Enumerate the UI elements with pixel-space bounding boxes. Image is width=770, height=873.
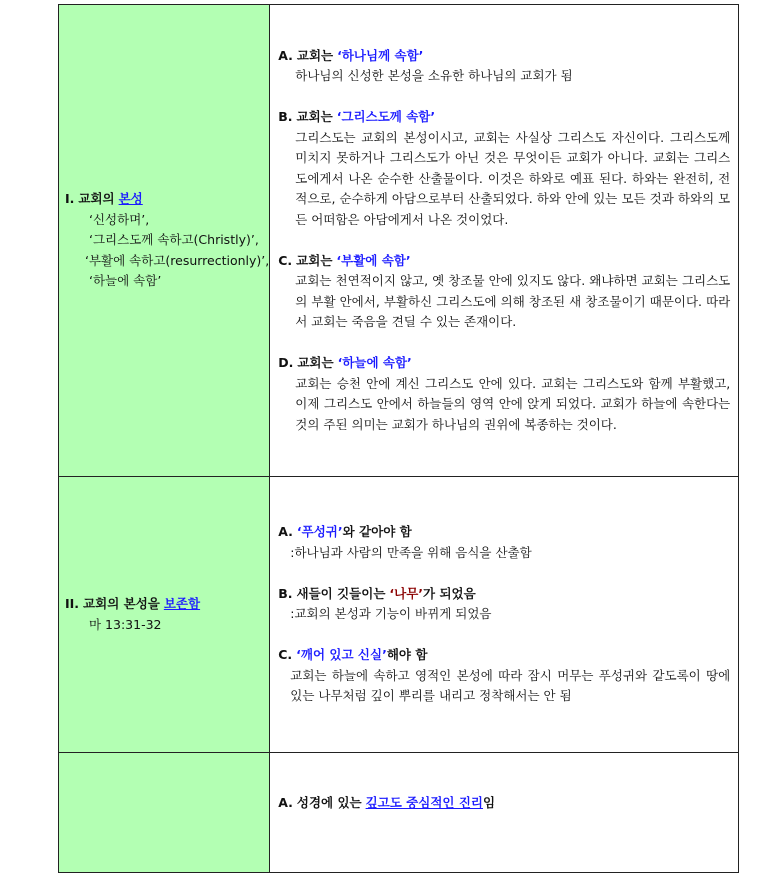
point-letter: A. <box>278 524 293 540</box>
point-a <box>278 522 730 563</box>
point-b <box>278 107 730 230</box>
point-body: 교회는 승천 안에 계신 그리스도 안에 있다. 교회는 그리스도와 함께 부활했고, 이제 그리스도 안에서 하늘들의 영역 안에 앉게 되었다. 교회가 하늘에 속한다는 것의 주된 의미는 교회가 하나님의 권위에 복종하는 것이다. <box>295 375 731 432</box>
point-title: 교회는 <box>296 252 333 268</box>
point-body: 교회는 하늘에 속하고 영적인 본성에 따라 잠시 머무는 푸성귀와 같도록이 땅에 있는 나무처럼 깊이 뿌리를 내리고 정착해서는 안 됨 <box>290 667 731 704</box>
point-body: 그리스도는 교회의 본성이시고, 교회는 사실상 그리스도 자신이다. 그리스도께 미치지 못하거나 그리스도가 아닌 것은 무엇이든 교회가 아니다. 교회는 그리스도에게서 나온 순수한 산출물이다. 이것은 하와로 예표 된다. 하와는 완전히, 전적으로, 순수하게 아담으로부터 산출되었다. 하와 안에 있는 모든 것과 하와의 모든 어떠함은 아담에게서 나온 것이었다. <box>295 129 731 227</box>
section-item: ‘그리스도께 속하고(Christly)’, <box>89 232 259 248</box>
section-3-heading-cell <box>59 753 270 873</box>
section-number: I. <box>65 191 75 207</box>
point-c <box>278 251 730 333</box>
point-title: 교회는 <box>296 47 334 63</box>
point-highlight: ‘부활에 속함’ <box>336 252 411 268</box>
point-letter: D. <box>278 355 294 371</box>
point-letter: C. <box>278 647 293 663</box>
point-title: 성경에 있는 <box>296 795 362 810</box>
point-highlight: ‘하늘에 속함’ <box>337 355 412 371</box>
point-title: 해야 함 <box>386 647 428 663</box>
scripture-reference: 마 13:31-32 <box>89 616 162 632</box>
point-highlight: ‘나무’ <box>389 585 424 601</box>
point-b <box>278 584 730 625</box>
point-highlight: ‘그리스도께 속함’ <box>336 109 436 125</box>
point-letter: A. <box>278 795 293 810</box>
point-highlight: ‘깨어 있고 신실’ <box>296 647 387 663</box>
section-2-heading-cell <box>59 477 270 753</box>
table-row <box>59 753 739 873</box>
section-3-content-cell <box>270 753 739 873</box>
truth-link[interactable]: 깊고도 중심적인 진리 <box>365 795 483 810</box>
point-title: 임 <box>483 795 496 810</box>
point-a <box>278 793 730 814</box>
point-highlight: ‘하나님께 속함’ <box>337 47 424 63</box>
section-title: 교회의 본성을 <box>83 596 160 611</box>
section-1-content-cell <box>270 5 739 477</box>
table-row <box>59 5 739 477</box>
point-title: 새들이 깃들이는 <box>296 585 386 601</box>
point-body: :교회의 본성과 기능이 바뀌게 되었음 <box>290 606 492 622</box>
outline-table <box>58 4 739 873</box>
point-title: 와 같아야 함 <box>342 524 412 540</box>
point-letter: C. <box>278 252 293 268</box>
point-d <box>278 353 730 435</box>
point-a <box>278 46 730 87</box>
section-1-heading-cell <box>59 5 270 477</box>
section-title: 교회의 <box>78 191 115 207</box>
section-title-link[interactable]: 본성 <box>118 191 143 207</box>
section-item: ‘신성하며’, <box>89 211 150 227</box>
point-letter: B. <box>278 585 293 601</box>
point-title: 교회는 <box>297 355 334 371</box>
point-body: :하나님과 사람의 만족을 위해 음식을 산출함 <box>290 544 532 560</box>
section-item: ‘부활에 속하고(resurrectionly)’, <box>85 252 270 268</box>
point-title: 가 되었음 <box>423 585 476 601</box>
section-number: II. <box>65 596 80 611</box>
point-body: 하나님의 신성한 본성을 소유한 하나님의 교회가 됨 <box>295 68 573 84</box>
table-row <box>59 477 739 753</box>
section-2-content-cell <box>270 477 739 753</box>
point-highlight: ‘푸성귀’ <box>296 524 343 540</box>
point-letter: B. <box>278 109 293 125</box>
point-title: 교회는 <box>296 109 333 125</box>
point-letter: A. <box>278 47 293 63</box>
section-title-link[interactable]: 보존함 <box>163 596 201 611</box>
point-c <box>278 645 730 707</box>
point-body: 교회는 천연적이지 않고, 옛 창조물 안에 있지도 않다. 왜냐하면 교회는 그리스도의 부활 안에서, 부활하신 그리스도에 의해 창조된 새 창조물이기 때문이다. 따라서 교회는 죽음을 견딜 수 있는 존재이다. <box>295 273 731 330</box>
section-item: ‘하늘에 속함’ <box>89 273 162 289</box>
